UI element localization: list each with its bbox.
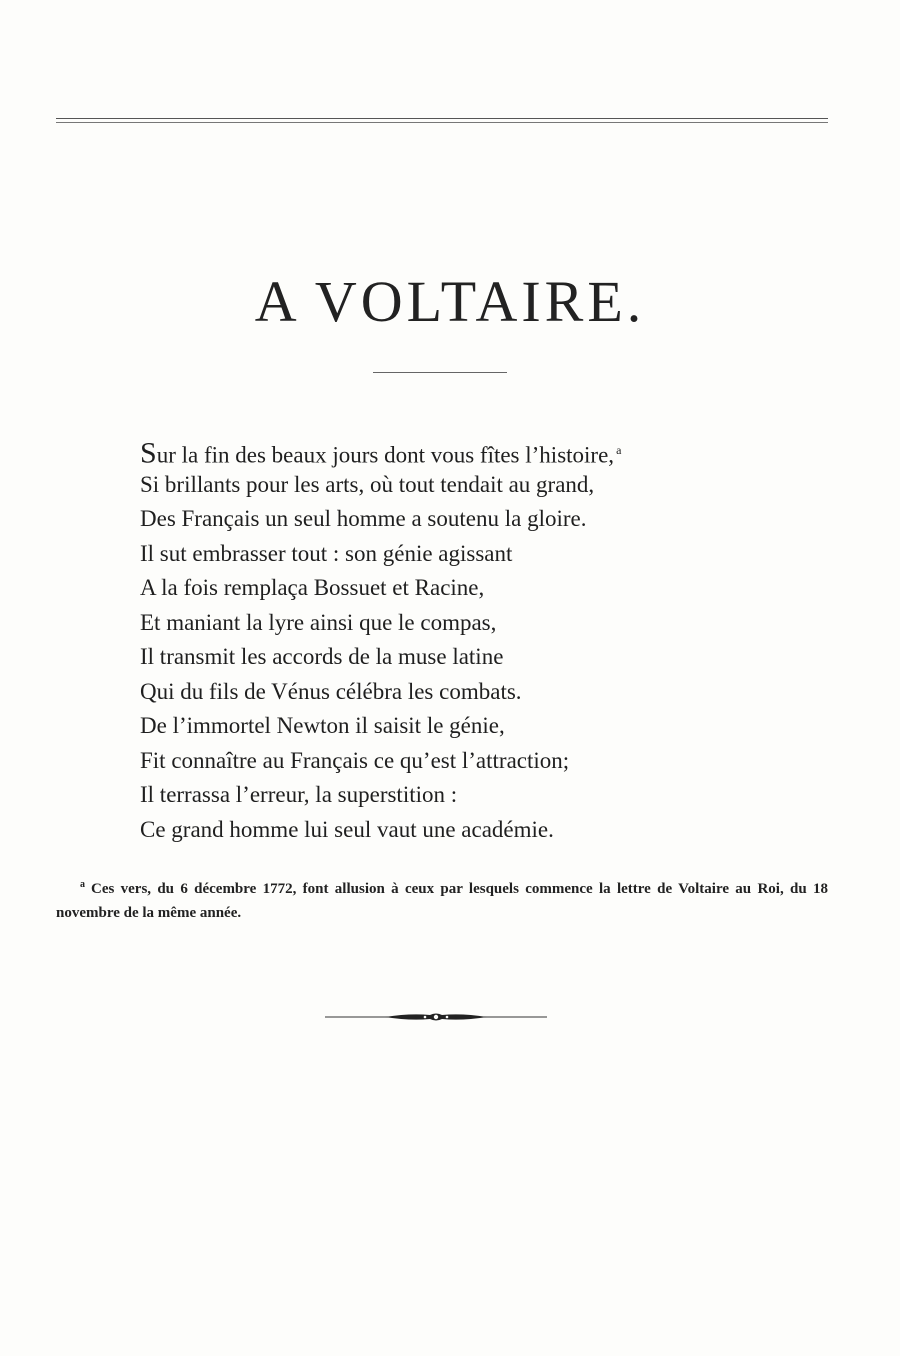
poem-line: De l’immortel Newton il saisit le génie, xyxy=(140,713,505,738)
poem-line: Si brillants pour les arts, où tout tendait au grand, xyxy=(140,471,595,497)
poem-line: Il transmit les accords de la muse latine xyxy=(140,644,504,669)
footnote-text: Ces vers, du 6 décembre 1772, font allusion à ceux par lesquels commence la lettre de Voltaire au Roi, du 18 novembre de la même année. xyxy=(56,881,828,921)
poem-line: Il sut embrasser tout : son génie agissant xyxy=(140,540,513,566)
poem-line-rest: ur la fin des beaux jours dont vous fîtes l’histoire, xyxy=(156,442,615,468)
footnote-reference: a xyxy=(616,443,622,457)
footnote-mark: a xyxy=(80,879,85,890)
ornament-divider-icon xyxy=(325,1009,547,1025)
poem-line: Ce grand homme lui seul vaut une académie. xyxy=(140,816,554,842)
poem-line xyxy=(140,433,780,468)
page-title: A VOLTAIRE. xyxy=(254,269,646,334)
poem xyxy=(140,433,780,847)
title-underline-rule xyxy=(373,372,507,373)
top-double-rule xyxy=(56,118,828,123)
poem-line: A la fois remplaça Bossuet et Racine, xyxy=(140,575,485,600)
poem-line: Qui du fils de Vénus célébra les combats. xyxy=(140,678,522,704)
poem-line: Il terrassa l’erreur, la superstition : xyxy=(140,782,458,807)
poem-line: Fit connaître au Français ce qu’est l’attraction; xyxy=(140,747,570,773)
poem-line: Et maniant la lyre ainsi que le compas, xyxy=(140,609,497,635)
poem-line-initial: S xyxy=(140,436,157,470)
poem-line: Des Français un seul homme a soutenu la gloire. xyxy=(140,506,587,531)
footnote xyxy=(56,873,828,925)
